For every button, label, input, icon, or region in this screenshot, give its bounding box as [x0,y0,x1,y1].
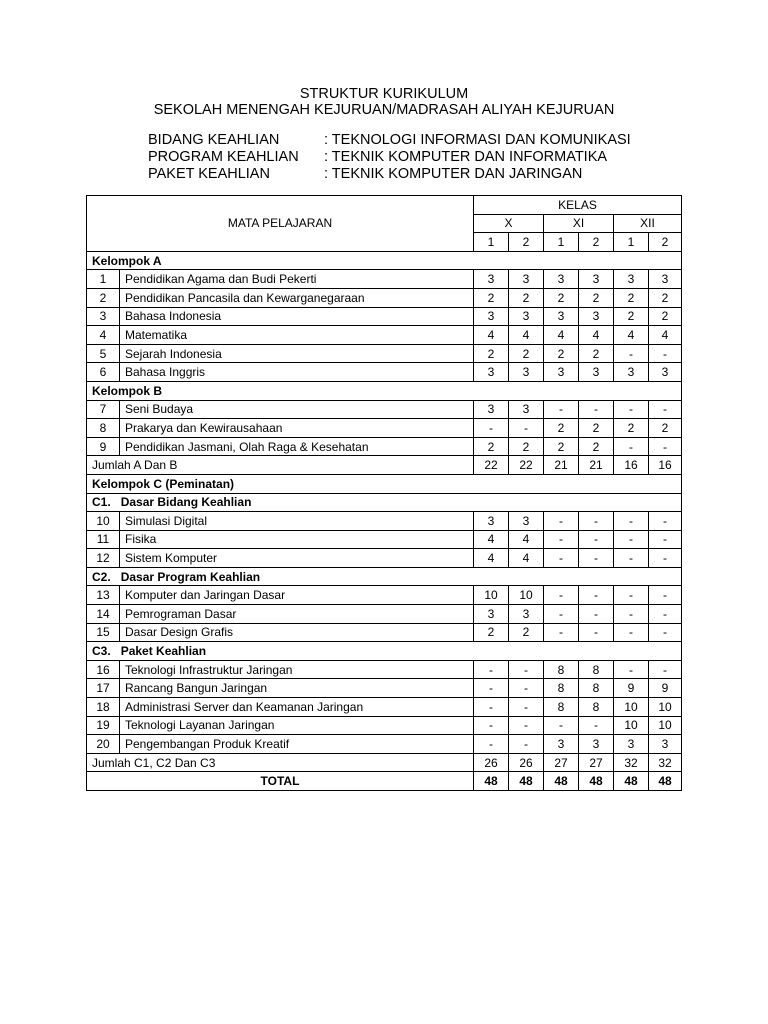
hours-cell: 2 [474,288,509,307]
hours-cell: 3 [579,735,614,754]
subject-row [87,270,682,289]
hours-cell: 2 [579,288,614,307]
document-title-line2: SEKOLAH MENENGAH KEJURUAN/MADRASAH ALIYAH KEJURUAN [153,102,615,118]
hours-cell: 3 [509,512,544,531]
hours-cell: 3 [649,735,682,754]
subject-number: 16 [87,660,120,679]
hours-cell: 2 [614,307,649,326]
subject-name: Pendidikan Jasmani, Olah Raga & Kesehatan [120,437,474,456]
group-row [87,474,682,493]
hours-cell: - [544,605,579,624]
hours-cell: - [614,660,649,679]
total-row [87,772,682,791]
hours-cell: - [614,512,649,531]
hours-cell: 3 [649,270,682,289]
hours-cell: - [649,512,682,531]
hours-cell: 22 [474,456,509,475]
grade-header: XI [544,214,614,233]
hours-cell: 4 [474,326,509,345]
hours-cell: - [614,437,649,456]
hours-cell: 2 [579,437,614,456]
hours-cell: 4 [579,326,614,345]
hours-cell: - [614,400,649,419]
hours-cell: 27 [544,753,579,772]
subgroup-row [87,567,682,586]
subject-number: 9 [87,437,120,456]
hours-cell: 48 [474,772,509,791]
hours-cell: - [474,716,509,735]
hours-cell: 2 [474,344,509,363]
hours-cell: 2 [579,419,614,438]
hours-cell: 3 [544,307,579,326]
subtotal-row [87,753,682,772]
hours-cell: 4 [509,530,544,549]
semester-header: 1 [614,233,649,252]
hours-cell: - [509,679,544,698]
group-label: Kelompok A [87,251,682,270]
subject-row [87,605,682,624]
hours-cell: 3 [649,363,682,382]
hours-cell: 3 [474,605,509,624]
subject-row [87,288,682,307]
hours-cell: 10 [614,716,649,735]
subject-name: Komputer dan Jaringan Dasar [120,586,474,605]
subject-row [87,363,682,382]
subgroup-row [87,642,682,661]
group-row [87,251,682,270]
hours-cell: 3 [474,400,509,419]
hours-cell: - [579,605,614,624]
subject-row [87,698,682,717]
hours-cell: 48 [614,772,649,791]
subject-name: Matematika [120,326,474,345]
semester-header: 2 [579,233,614,252]
subject-row [87,400,682,419]
hours-cell: 3 [474,363,509,382]
hours-cell: 3 [474,270,509,289]
subject-row [87,344,682,363]
grade-header: XII [614,214,682,233]
subject-header: MATA PELAJARAN [87,196,474,252]
hours-cell: - [509,735,544,754]
hours-cell: - [649,605,682,624]
hours-cell: 3 [474,512,509,531]
subject-name: Simulasi Digital [120,512,474,531]
subject-row [87,307,682,326]
subject-row [87,549,682,568]
hours-cell: 8 [544,679,579,698]
curriculum-table [86,195,682,791]
subject-row [87,326,682,345]
info-label: BIDANG KEAHLIAN [148,132,280,148]
hours-cell: 8 [544,698,579,717]
hours-cell: 2 [509,623,544,642]
hours-cell: 27 [579,753,614,772]
subject-name: Sejarah Indonesia [120,344,474,363]
subgroup-code: C2. [92,569,111,584]
hours-cell: 26 [509,753,544,772]
subject-name: Teknologi Layanan Jaringan [120,716,474,735]
hours-cell: 9 [614,679,649,698]
subject-row [87,512,682,531]
subject-row [87,419,682,438]
subject-row [87,679,682,698]
hours-cell: 3 [544,363,579,382]
subject-row [87,530,682,549]
hours-cell: 32 [614,753,649,772]
subject-name: Bahasa Inggris [120,363,474,382]
subject-row [87,735,682,754]
hours-cell: 21 [544,456,579,475]
subgroup-row [87,493,682,512]
info-value: : TEKNIK KOMPUTER DAN JARINGAN [324,166,583,182]
hours-cell: 16 [649,456,682,475]
subgroup-label [87,642,682,661]
subject-number: 2 [87,288,120,307]
program-info [148,132,631,183]
hours-cell: 4 [509,326,544,345]
subject-number: 11 [87,530,120,549]
hours-cell: 10 [474,586,509,605]
hours-cell: - [649,586,682,605]
hours-cell: - [579,549,614,568]
hours-cell: - [649,623,682,642]
subject-number: 8 [87,419,120,438]
info-row-paket [148,166,631,183]
hours-cell: 2 [544,419,579,438]
hours-cell: 3 [614,735,649,754]
hours-cell: - [544,623,579,642]
subject-name: Administrasi Server dan Keamanan Jaringan [120,698,474,717]
hours-cell: - [544,530,579,549]
hours-cell: 4 [614,326,649,345]
subject-name: Pendidikan Pancasila dan Kewarganegaraan [120,288,474,307]
hours-cell: 3 [579,363,614,382]
hours-cell: 16 [614,456,649,475]
hours-cell: - [579,716,614,735]
hours-cell: - [509,698,544,717]
subject-number: 15 [87,623,120,642]
subject-number: 19 [87,716,120,735]
hours-cell: 4 [544,326,579,345]
subject-name: Pengembangan Produk Kreatif [120,735,474,754]
hours-cell: 3 [579,307,614,326]
subject-number: 13 [87,586,120,605]
subgroup-code: C3. [92,644,111,659]
info-label: PAKET KEAHLIAN [148,166,270,182]
subject-number: 1 [87,270,120,289]
hours-cell: - [474,419,509,438]
hours-cell: 2 [544,344,579,363]
subgroup-code: C1. [92,495,111,510]
hours-cell: 2 [544,437,579,456]
hours-cell: 3 [509,270,544,289]
subject-row [87,586,682,605]
hours-cell: 3 [614,270,649,289]
hours-cell: 32 [649,753,682,772]
hours-cell: - [509,660,544,679]
hours-cell: 8 [579,679,614,698]
total-label: TOTAL [87,772,474,791]
hours-cell: 2 [509,437,544,456]
hours-cell: 4 [649,326,682,345]
subject-name: Rancang Bangun Jaringan [120,679,474,698]
hours-cell: 48 [649,772,682,791]
hours-cell: 2 [649,288,682,307]
hours-cell: - [614,530,649,549]
hours-cell: 3 [509,400,544,419]
hours-cell: 21 [579,456,614,475]
group-label: Kelompok B [87,381,682,400]
hours-cell: 2 [544,288,579,307]
subject-row [87,623,682,642]
subject-number: 5 [87,344,120,363]
hours-cell: 2 [509,288,544,307]
subject-row [87,437,682,456]
semester-header: 2 [509,233,544,252]
subject-name: Pendidikan Agama dan Budi Pekerti [120,270,474,289]
hours-cell: - [544,512,579,531]
group-row [87,381,682,400]
subgroup-text: Paket Keahlian [120,644,207,659]
hours-cell: 2 [509,344,544,363]
subject-number: 7 [87,400,120,419]
hours-cell: 10 [614,698,649,717]
hours-cell: - [649,530,682,549]
hours-cell: - [474,660,509,679]
semester-header: 1 [544,233,579,252]
grade-header: X [474,214,544,233]
info-row-bidang [148,132,631,149]
subject-number: 6 [87,363,120,382]
subgroup-label [87,567,682,586]
subject-row [87,660,682,679]
subtotal-row [87,456,682,475]
hours-cell: 4 [509,549,544,568]
hours-cell: 3 [474,307,509,326]
subject-number: 14 [87,605,120,624]
hours-cell: - [474,679,509,698]
subject-name: Teknologi Infrastruktur Jaringan [120,660,474,679]
hours-cell: - [649,660,682,679]
hours-cell: 48 [509,772,544,791]
hours-cell: - [579,530,614,549]
subtotal-label: Jumlah C1, C2 Dan C3 [87,753,474,772]
hours-cell: - [649,344,682,363]
hours-cell: - [579,586,614,605]
hours-cell: - [614,586,649,605]
hours-cell: - [544,400,579,419]
info-value: : TEKNIK KOMPUTER DAN INFORMATIKA [324,149,608,165]
subject-number: 18 [87,698,120,717]
hours-cell: - [509,419,544,438]
semester-header: 1 [474,233,509,252]
subject-name: Sistem Komputer [120,549,474,568]
subject-number: 4 [87,326,120,345]
hours-cell: 2 [614,419,649,438]
hours-cell: - [544,716,579,735]
subject-name: Prakarya dan Kewirausahaan [120,419,474,438]
hours-cell: - [544,549,579,568]
hours-cell: - [649,400,682,419]
hours-cell: 10 [509,586,544,605]
kelas-header: KELAS [474,196,682,215]
hours-cell: 26 [474,753,509,772]
subject-number: 3 [87,307,120,326]
hours-cell: 48 [544,772,579,791]
hours-cell: 3 [544,735,579,754]
subject-name: Pemrograman Dasar [120,605,474,624]
hours-cell: 10 [649,716,682,735]
hours-cell: - [579,623,614,642]
hours-cell: - [649,549,682,568]
subject-name: Fisika [120,530,474,549]
hours-cell: 2 [614,288,649,307]
hours-cell: 48 [579,772,614,791]
subgroup-text: Dasar Program Keahlian [120,569,261,584]
info-value: : TEKNOLOGI INFORMASI DAN KOMUNIKASI [324,132,631,148]
hours-cell: - [579,400,614,419]
info-row-program [148,149,631,166]
subject-row [87,716,682,735]
hours-cell: - [474,698,509,717]
hours-cell: 10 [649,698,682,717]
subject-number: 10 [87,512,120,531]
subtotal-label: Jumlah A Dan B [87,456,474,475]
hours-cell: - [509,716,544,735]
hours-cell: 2 [474,623,509,642]
hours-cell: 3 [544,270,579,289]
subject-name: Seni Budaya [120,400,474,419]
subject-number: 17 [87,679,120,698]
hours-cell: 2 [474,437,509,456]
hours-cell: - [649,437,682,456]
hours-cell: 3 [614,363,649,382]
hours-cell: 8 [579,660,614,679]
subject-number: 20 [87,735,120,754]
subgroup-text: Dasar Bidang Keahlian [120,495,252,510]
hours-cell: 4 [474,530,509,549]
hours-cell: - [614,344,649,363]
hours-cell: - [614,549,649,568]
subject-number: 12 [87,549,120,568]
hours-cell: - [544,586,579,605]
semester-header: 2 [649,233,682,252]
hours-cell: - [474,735,509,754]
hours-cell: - [614,623,649,642]
hours-cell: 8 [579,698,614,717]
hours-cell: - [614,605,649,624]
subgroup-label [87,493,682,512]
info-label: PROGRAM KEAHLIAN [148,149,299,165]
group-label: Kelompok C (Peminatan) [87,474,682,493]
hours-cell: - [579,512,614,531]
hours-cell: 3 [509,363,544,382]
hours-cell: 2 [649,307,682,326]
header-row-kelas [87,196,682,215]
hours-cell: 3 [509,307,544,326]
hours-cell: 8 [544,660,579,679]
hours-cell: 3 [509,605,544,624]
subject-name: Dasar Design Grafis [120,623,474,642]
hours-cell: 3 [579,270,614,289]
hours-cell: 4 [474,549,509,568]
hours-cell: 9 [649,679,682,698]
subject-name: Bahasa Indonesia [120,307,474,326]
document-title-line1: STRUKTUR KURIKULUM [299,86,469,102]
hours-cell: 22 [509,456,544,475]
hours-cell: 2 [579,344,614,363]
hours-cell: 2 [649,419,682,438]
